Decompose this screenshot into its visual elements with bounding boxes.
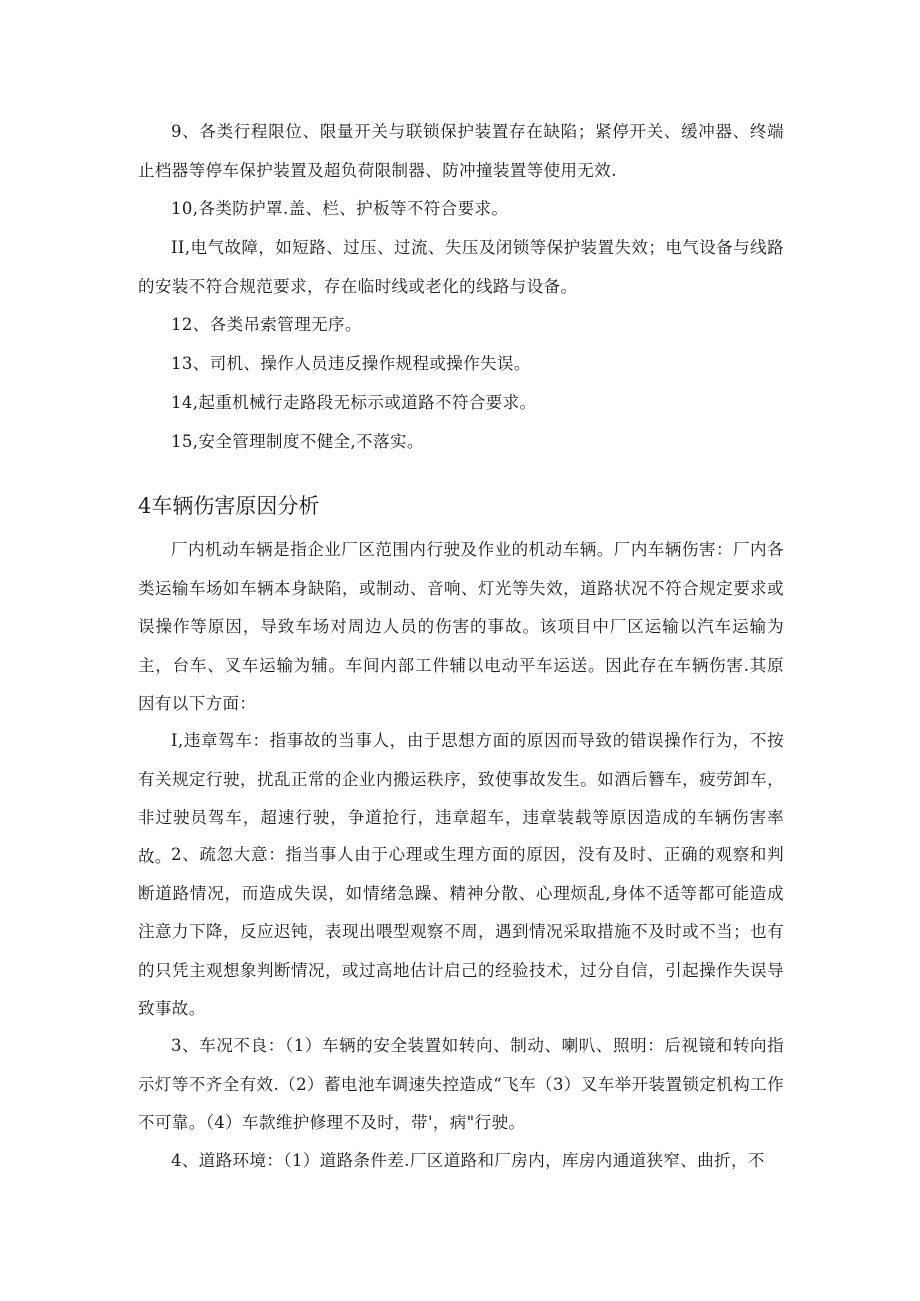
item-10: 10,各类防护罩.盖、栏、护板等不符合要求。 (171, 199, 509, 218)
item-13: 13、司机、操作人员违反操作规程或操作失误。 (171, 354, 531, 373)
section-heading: 4车辆伤害原因分析 (138, 494, 320, 518)
item-9: 9、各类行程限位、限量开关与联锁保护装置存在缺陷；紧停开关、缓冲器、终端止档器等停车保护装置及超负荷限制器、防冲撞装置等使用无效. (138, 122, 784, 180)
cause-2-paragraph: 2、疏忽大意：指当事人由于心理或生理方面的原因，没有及时、正确的观察和判断道路情况，而造成失误，如情绪急躁、精神分散、心理烦乱,身体不适等都可能造成注意力下降，反应迟钝，表现出喂型观察不周，遇到情况采取措施不及时或不当；也有的只凭主观想象判断情况，或过高地估计启己的经验技术，过分自信，引起操作失误导致事故。 (138, 845, 784, 1018)
cause-4-paragraph: 4、道路环境：（1）道路条件差.厂区道路和厂房内，库房内通道狭窄、曲折，不 (171, 1151, 765, 1170)
item-15: 15,安全管理制度不健全,不落实。 (171, 432, 424, 451)
cause-1-paragraph: I,违章驾车：指事故的当事人，由于思想方面的原因而导致的错误操作行为，不按有关规定行驶，扰乱正常的企业内搬运秩序，致使事故发生。如酒后簪车，疲劳卸车，非过驶员驾车，超速行驶，争道抢行，违章超车，违章装载等原因造成的车辆伤害率故。 (138, 731, 784, 866)
item-11: II,电气故障，如短路、过压、过流、失压及闭锁等保护装置失效；电气设备与线路的安装不符合规范要求，存在临时线或老化的线路与设备。 (138, 238, 784, 296)
cause-3-paragraph: 3、车况不良：（1）车辆的安全装置如转向、制动、喇叭、照明：后视镜和转向指示灯等不齐全有效.（2）蓄电池车调速失控造成“飞车（3）叉车举开装置锁定机构工作不可靠。（4）车款维护修理不及时，带'，病"行驶。 (138, 1036, 784, 1132)
item-12: 12、各类吊索管理无序。 (171, 315, 362, 334)
intro-paragraph: 厂内机动车辆是指企业厂区范围内行驶及作业的机动车辆。厂内车辆伤害：厂内各类运输车场如车辆本身缺陷，或制动、音响、灯光等失效，道路状况不符合规定要求或误操作等原因，导致车场对周边人员的伤害的事故。该项目中厂区运输以汽车运输为主，台车、叉车运输为辅。车间内部工件辅以电动平车运送。因此存在车辆伤害.其原因有以下方面： (138, 540, 784, 713)
item-14: 14,起重机械行走路段无标示或道路不符合要求。 (171, 393, 537, 412)
